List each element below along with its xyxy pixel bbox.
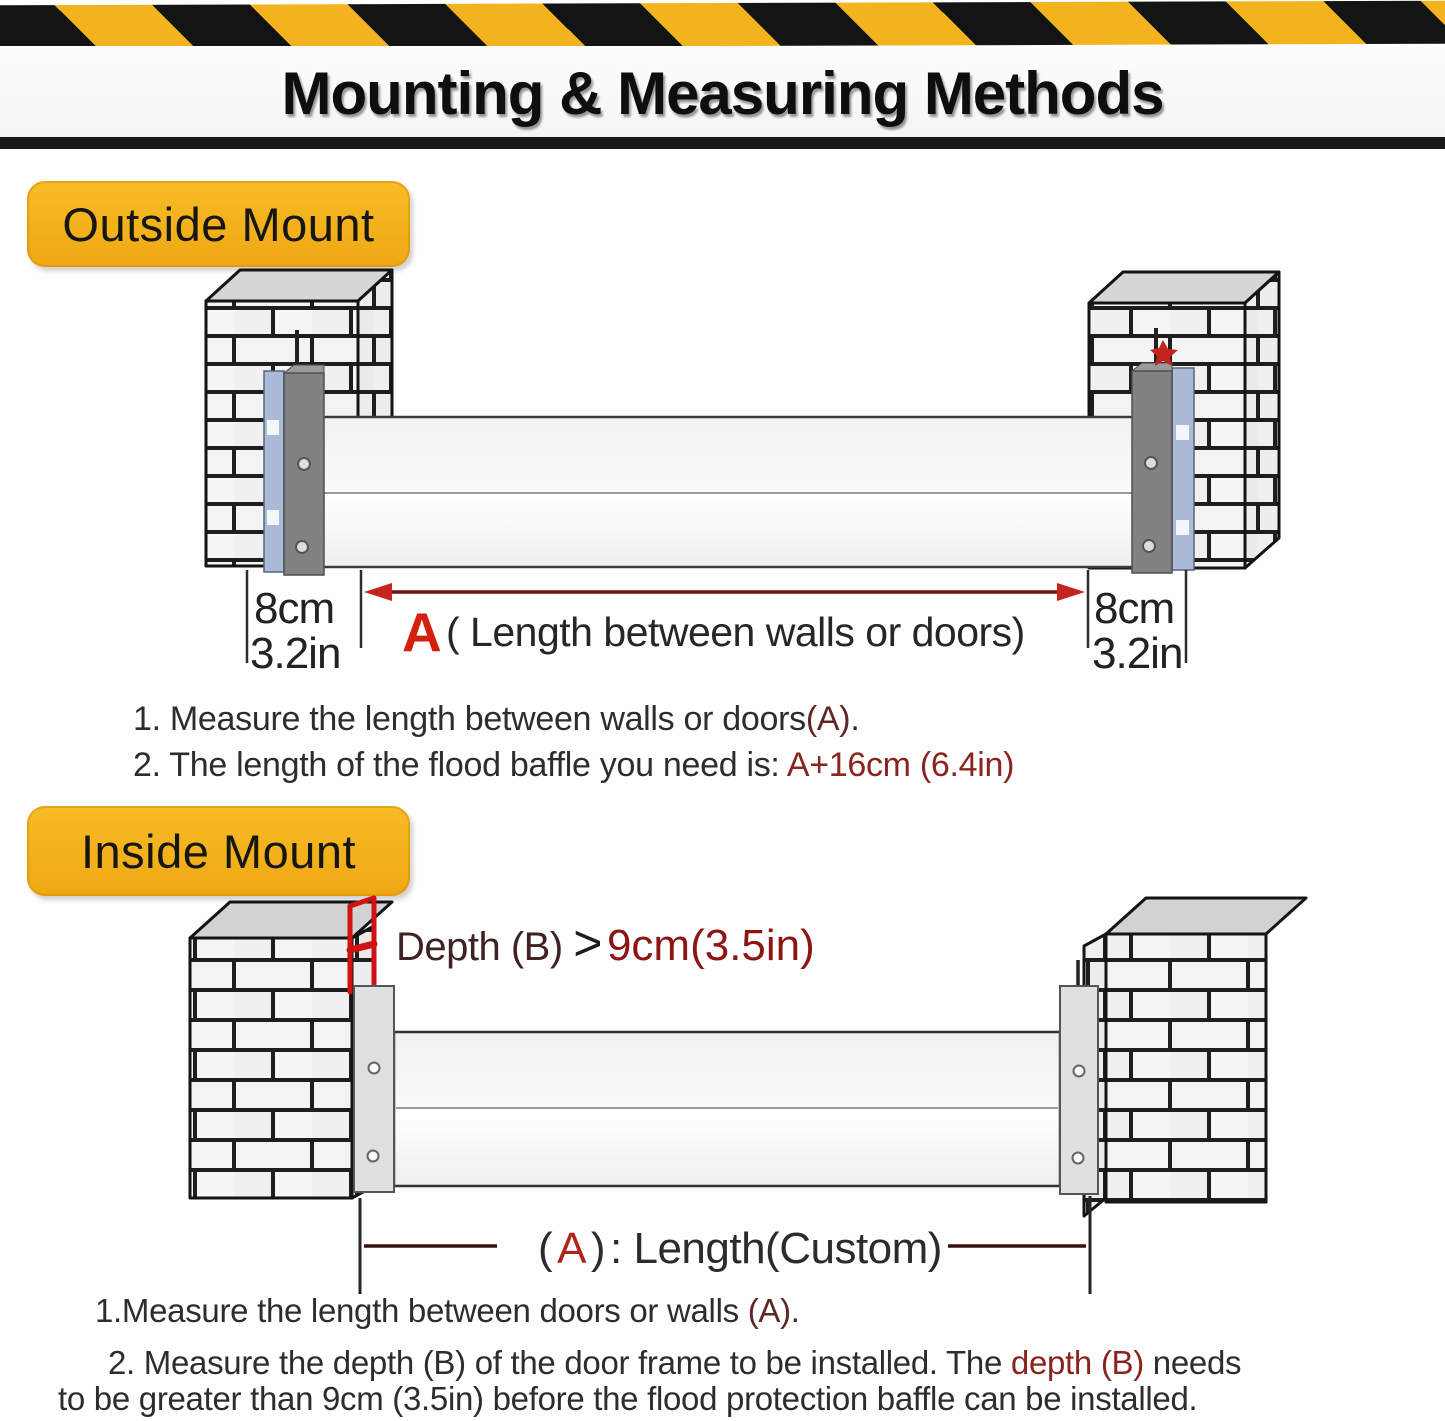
outside-mount-diagram: [0, 260, 1445, 690]
mounting-bracket-left: [354, 986, 394, 1192]
screw-hole: [296, 541, 308, 553]
pillar-side-face: [1245, 272, 1279, 568]
offset-label-right-in: 3.2in: [1092, 629, 1183, 678]
screw-hole: [298, 458, 310, 470]
pillar-top-face: [1106, 898, 1306, 934]
outside-mount-label-text: Outside Mount: [62, 197, 375, 251]
inside-step-2-line-1: 2. Measure the depth (B) of the door frame to be installed. The depth (B) needs: [108, 1344, 1242, 1381]
pillar-front-face: [1106, 934, 1266, 1202]
screw-hole: [1145, 457, 1157, 469]
offset-label-left-cm: 8cm: [254, 584, 335, 633]
screw-hole: [1073, 1153, 1084, 1164]
inside-step-1: 1.Measure the length between doors or walls (A).: [95, 1292, 800, 1329]
offset-label-left-in: 3.2in: [250, 629, 341, 678]
outside-step-2: 2. The length of the flood baffle you need is: A+16cm (6.4in): [133, 746, 1015, 784]
flood-barrier-panel: [394, 1032, 1060, 1186]
length-a-label: A ( Length between walls or doors): [402, 601, 1025, 663]
banner-divider-bar: [0, 137, 1445, 149]
depth-label: Depth (B) > 9cm(3.5in): [396, 915, 815, 971]
screw-hole: [1143, 540, 1155, 552]
inside-step-2-line-2: to be greater than 9cm (3.5in) before the flood protection baffle can be installed.: [58, 1380, 1198, 1417]
screw-hole: [369, 1063, 380, 1074]
mounting-bracket-right: [1060, 960, 1098, 1194]
flood-barrier-panel: [322, 417, 1135, 567]
screw-hole: [1074, 1066, 1085, 1077]
pillar-front-face: [190, 938, 352, 1198]
offset-label-right-cm: 8cm: [1094, 584, 1175, 633]
length-custom-label: ( A ) : Length(Custom): [538, 1224, 942, 1273]
screw-hole: [368, 1151, 379, 1162]
hazard-stripe-banner: [0, 1, 1445, 49]
outside-mount-label: [27, 181, 410, 267]
page-title: Mounting & Measuring Methods: [281, 60, 1164, 127]
measure-arrow: [364, 583, 1085, 601]
brick-pillar-right: [1084, 898, 1306, 1216]
inside-mount-diagram: [0, 880, 1445, 1305]
channel-blue: [1172, 368, 1194, 570]
outside-step-1: 1. Measure the length between walls or doors(A).: [133, 700, 860, 738]
inside-mount-label-text: Inside Mount: [80, 824, 357, 878]
channel-blue: [264, 371, 284, 572]
